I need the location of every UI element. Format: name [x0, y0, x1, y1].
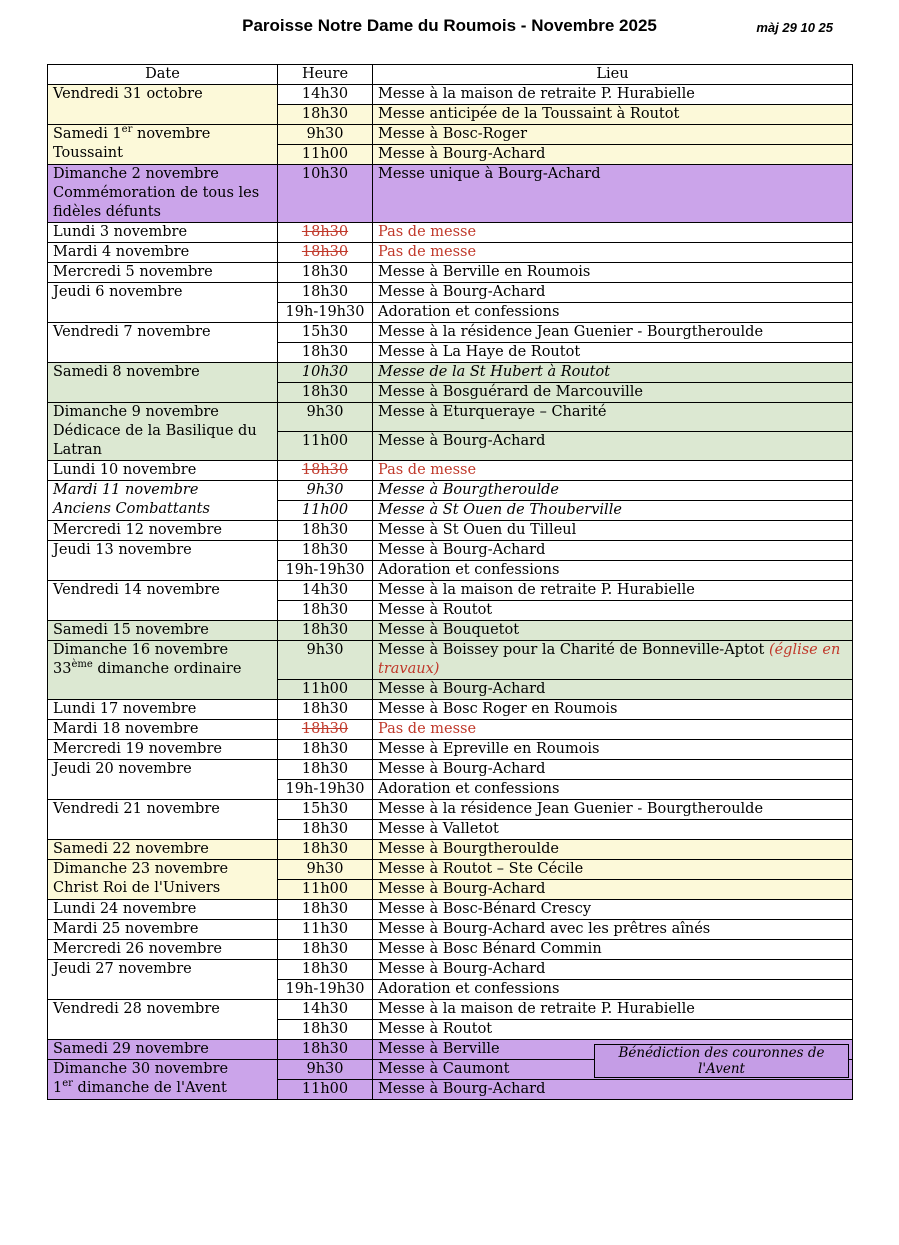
table-row	[48, 363, 853, 383]
date-cell: Samedi 22 novembre	[48, 840, 278, 860]
table-row	[48, 840, 853, 860]
time-cell: 11h30	[278, 920, 373, 940]
time-cell: 18h30	[278, 383, 373, 403]
table-row	[48, 740, 853, 760]
column-header-lieu: Lieu	[373, 65, 853, 85]
time-cell: 19h-19h30	[278, 561, 373, 581]
place-cell: Pas de messe	[373, 461, 853, 481]
time-cell: 18h30	[278, 840, 373, 860]
place-cell: Messe à Bourg-Achard	[373, 1080, 853, 1100]
time-cell: 15h30	[278, 323, 373, 343]
date-cell: Vendredi 31 octobre	[48, 85, 278, 125]
date-cell: Mardi 4 novembre	[48, 243, 278, 263]
time-cell: 18h30	[278, 601, 373, 621]
table-row	[48, 940, 853, 960]
date-cell: Dimanche 23 novembre Christ Roi de l'Univers	[48, 860, 278, 900]
place-cell: Messe à Routot – Ste Cécile	[373, 860, 853, 880]
time-cell: 19h-19h30	[278, 780, 373, 800]
time-cell: 9h30	[278, 860, 373, 880]
time-cell: 18h30	[278, 820, 373, 840]
place-cell: Messe à Bourgtheroulde	[373, 840, 853, 860]
time-cell: 18h30	[278, 1040, 373, 1060]
table-row	[48, 223, 853, 243]
place-cell: Adoration et confessions	[373, 980, 853, 1000]
time-cell: 14h30	[278, 1000, 373, 1020]
table-row	[48, 283, 853, 303]
document-header	[0, 0, 899, 64]
time-cell: 18h30	[278, 740, 373, 760]
mass-schedule-table	[47, 64, 853, 1100]
date-cell: Dimanche 2 novembre Commémoration de tous les fidèles défunts	[48, 165, 278, 223]
place-cell: Messe à Bourg-Achard	[373, 680, 853, 700]
date-cell: Dimanche 16 novembre 33ème dimanche ordinaire	[48, 641, 278, 700]
time-cell: 11h00	[278, 680, 373, 700]
place-cell: Messe à Bouquetot	[373, 621, 853, 641]
time-cell: 14h30	[278, 581, 373, 601]
table-row	[48, 521, 853, 541]
time-cell: 18h30	[278, 243, 373, 263]
date-cell: Jeudi 13 novembre	[48, 541, 278, 581]
time-cell: 18h30	[278, 760, 373, 780]
place-cell: Messe à Bourg-Achard	[373, 283, 853, 303]
date-cell: Jeudi 20 novembre	[48, 760, 278, 800]
table-row	[48, 800, 853, 820]
time-cell: 9h30	[278, 641, 373, 680]
time-cell: 11h00	[278, 432, 373, 461]
table-row	[48, 125, 853, 145]
place-cell: Messe à la résidence Jean Guenier - Bourgtheroulde	[373, 800, 853, 820]
place-cell: Messe à Bosc-Roger	[373, 125, 853, 145]
place-cell: Messe à Bourg-Achard avec les prêtres aînés	[373, 920, 853, 940]
time-cell: 18h30	[278, 461, 373, 481]
table-row	[48, 860, 853, 880]
date-cell: Vendredi 7 novembre	[48, 323, 278, 363]
time-cell: 11h00	[278, 501, 373, 521]
column-header-heure: Heure	[278, 65, 373, 85]
date-cell: Vendredi 28 novembre	[48, 1000, 278, 1040]
time-cell: 18h30	[278, 263, 373, 283]
date-cell: Vendredi 14 novembre	[48, 581, 278, 621]
time-cell: 18h30	[278, 343, 373, 363]
time-cell: 18h30	[278, 900, 373, 920]
place-cell: Messe à Eturqueraye – Charité	[373, 403, 853, 432]
table-row	[48, 581, 853, 601]
table-header-row	[48, 65, 853, 85]
time-cell: 10h30	[278, 165, 373, 223]
date-cell: Samedi 29 novembre	[48, 1040, 278, 1060]
date-cell: Samedi 1er novembre Toussaint	[48, 125, 278, 165]
table-row	[48, 900, 853, 920]
place-cell: Messe à Bourg-Achard	[373, 541, 853, 561]
time-cell: 9h30	[278, 1060, 373, 1080]
time-cell: 18h30	[278, 960, 373, 980]
place-cell: Messe à Bosguérard de Marcouville	[373, 383, 853, 403]
date-cell: Mercredi 12 novembre	[48, 521, 278, 541]
time-cell: 18h30	[278, 283, 373, 303]
advent-blessing-overlay	[594, 1044, 849, 1078]
table-row	[48, 700, 853, 720]
place-cell: Messe à La Haye de Routot	[373, 343, 853, 363]
date-cell: Mardi 18 novembre	[48, 720, 278, 740]
time-cell: 18h30	[278, 521, 373, 541]
table-row	[48, 1000, 853, 1020]
place-cell: Messe à Bourg-Achard	[373, 880, 853, 900]
place-cell: Messe à Bosc-Bénard Crescy	[373, 900, 853, 920]
table-row	[48, 243, 853, 263]
place-cell: Messe unique à Bourg-Achard	[373, 165, 853, 223]
time-cell: 18h30	[278, 621, 373, 641]
place-cell: Messe à Bourg-Achard	[373, 760, 853, 780]
place-cell: Messe à Routot	[373, 1020, 853, 1040]
table-row	[48, 85, 853, 105]
date-cell: Samedi 15 novembre	[48, 621, 278, 641]
place-cell: Messe à Bourg-Achard	[373, 960, 853, 980]
date-cell: Jeudi 6 novembre	[48, 283, 278, 323]
place-cell: Messe à Bosc Roger en Roumois	[373, 700, 853, 720]
table-row	[48, 403, 853, 432]
time-cell: 10h30	[278, 363, 373, 383]
date-cell: Mercredi 19 novembre	[48, 740, 278, 760]
time-cell: 18h30	[278, 1020, 373, 1040]
time-cell: 11h00	[278, 1080, 373, 1100]
column-header-date: Date	[48, 65, 278, 85]
advent-blessing-text: Bénédiction des couronnes de l'Avent	[618, 1044, 825, 1077]
time-cell: 19h-19h30	[278, 980, 373, 1000]
place-cell: Messe à Bourg-Achard	[373, 145, 853, 165]
time-cell: 11h00	[278, 880, 373, 900]
time-cell: 9h30	[278, 125, 373, 145]
date-cell: Jeudi 27 novembre	[48, 960, 278, 1000]
time-cell: 18h30	[278, 720, 373, 740]
place-cell: Messe à Berville	[373, 1040, 853, 1060]
place-cell: Messe à Boissey pour la Charité de Bonneville-Aptot (église en travaux)	[373, 641, 853, 680]
place-cell: Messe à la maison de retraite P. Hurabielle	[373, 581, 853, 601]
table-row	[48, 541, 853, 561]
place-cell: Messe à Bourg-Achard	[373, 432, 853, 461]
time-cell: 18h30	[278, 940, 373, 960]
date-cell: Mardi 25 novembre	[48, 920, 278, 940]
place-cell: Messe anticipée de la Toussaint à Routot	[373, 105, 853, 125]
time-cell: 18h30	[278, 700, 373, 720]
place-cell: Messe à Caumont	[373, 1060, 853, 1080]
date-cell: Mercredi 26 novembre	[48, 940, 278, 960]
date-cell: Dimanche 30 novembre 1er dimanche de l'Avent	[48, 1060, 278, 1100]
place-cell: Messe à la maison de retraite P. Hurabielle	[373, 1000, 853, 1020]
place-cell: Messe à Bosc Bénard Commin	[373, 940, 853, 960]
date-cell: Vendredi 21 novembre	[48, 800, 278, 840]
table-row	[48, 720, 853, 740]
place-cell: Pas de messe	[373, 243, 853, 263]
place-cell: Messe à St Ouen du Tilleul	[373, 521, 853, 541]
date-cell: Lundi 3 novembre	[48, 223, 278, 243]
table-row	[48, 461, 853, 481]
place-cell: Messe à Berville en Roumois	[373, 263, 853, 283]
place-cell: Adoration et confessions	[373, 780, 853, 800]
date-cell: Mercredi 5 novembre	[48, 263, 278, 283]
time-cell: 18h30	[278, 541, 373, 561]
place-cell: Adoration et confessions	[373, 561, 853, 581]
time-cell: 11h00	[278, 145, 373, 165]
date-cell: Lundi 24 novembre	[48, 900, 278, 920]
time-cell: 14h30	[278, 85, 373, 105]
table-row	[48, 263, 853, 283]
table-row	[48, 621, 853, 641]
updated-date-label: màj 29 10 25	[756, 20, 833, 35]
time-cell: 18h30	[278, 105, 373, 125]
place-cell: Messe à la résidence Jean Guenier - Bourgtheroulde	[373, 323, 853, 343]
table-row	[48, 481, 853, 501]
place-cell: Messe à Epreville en Roumois	[373, 740, 853, 760]
time-cell: 19h-19h30	[278, 303, 373, 323]
table-row	[48, 960, 853, 980]
place-note: (église en travaux)	[378, 642, 841, 677]
place-cell: Messe de la St Hubert à Routot	[373, 363, 853, 383]
date-cell: Lundi 17 novembre	[48, 700, 278, 720]
table-row	[48, 760, 853, 780]
table-row	[48, 641, 853, 680]
place-cell: Messe à Routot	[373, 601, 853, 621]
place-cell: Pas de messe	[373, 720, 853, 740]
place-cell: Pas de messe	[373, 223, 853, 243]
time-cell: 15h30	[278, 800, 373, 820]
schedule-body	[48, 85, 853, 1100]
place-cell: Messe à la maison de retraite P. Hurabielle	[373, 85, 853, 105]
place-cell: Messe à Valletot	[373, 820, 853, 840]
date-cell: Mardi 11 novembre Anciens Combattants	[48, 481, 278, 521]
table-row	[48, 323, 853, 343]
date-cell: Dimanche 9 novembre Dédicace de la Basilique du Latran	[48, 403, 278, 461]
place-cell: Adoration et confessions	[373, 303, 853, 323]
place-cell: Messe à St Ouen de Thouberville	[373, 501, 853, 521]
time-cell: 9h30	[278, 403, 373, 432]
date-cell: Lundi 10 novembre	[48, 461, 278, 481]
table-row	[48, 165, 853, 223]
time-cell: 18h30	[278, 223, 373, 243]
time-cell: 9h30	[278, 481, 373, 501]
page-title: Paroisse Notre Dame du Roumois - Novembre 2025	[242, 16, 657, 35]
date-cell: Samedi 8 novembre	[48, 363, 278, 403]
place-cell: Messe à Bourgtheroulde	[373, 481, 853, 501]
table-row	[48, 920, 853, 940]
